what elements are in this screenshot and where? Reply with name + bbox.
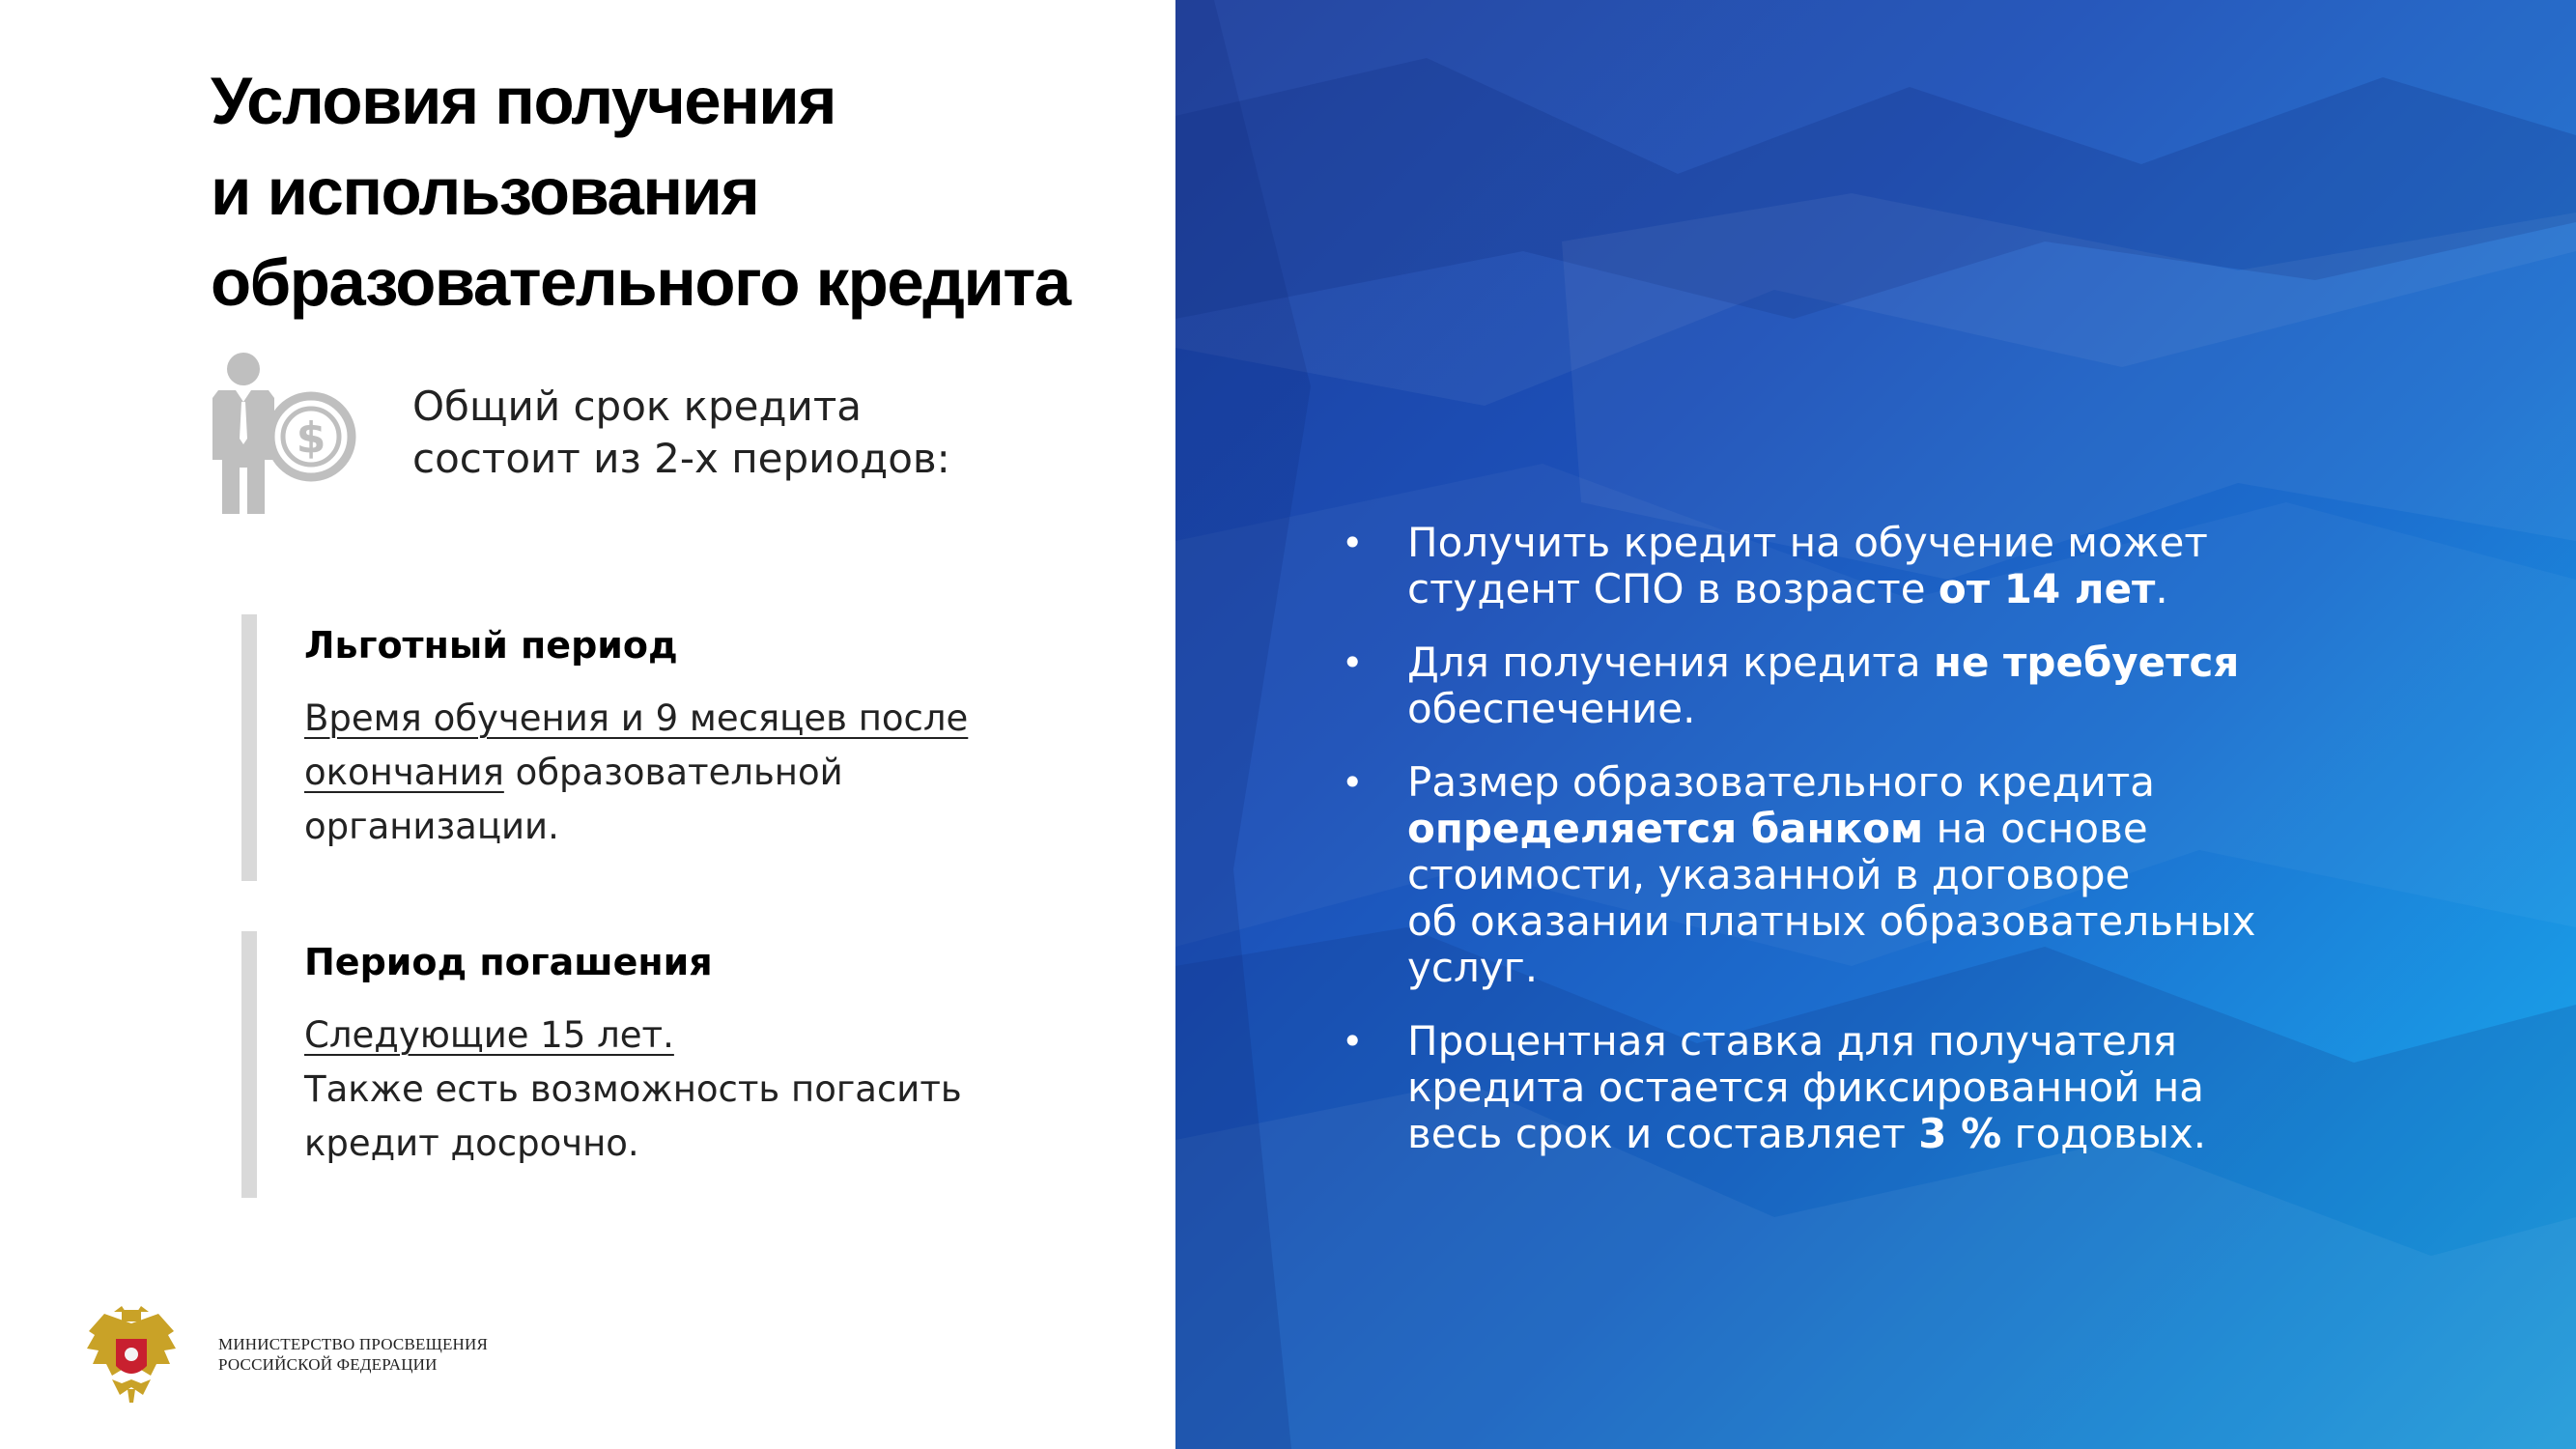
repayment-period-title: Период погашения xyxy=(304,941,713,983)
intro-text xyxy=(412,381,950,485)
bullet-4-highlight: 3 % xyxy=(1918,1110,2002,1157)
bullet-3-line-1: Размер образовательного кредита xyxy=(1407,758,2156,806)
bullet-marker: • xyxy=(1342,522,1364,564)
bullet-3-highlight: определяется банком xyxy=(1407,805,1924,852)
ministry-name-line-2: РОССИЙСКОЙ ФЕДЕРАЦИИ xyxy=(218,1355,438,1374)
bullet-3-line-5: услуг. xyxy=(1407,944,1539,991)
bullet-3-line-4: об оказании платных образовательных xyxy=(1407,897,2256,945)
grace-period-block xyxy=(241,614,1072,881)
title-line-1: Условия получения xyxy=(211,64,835,138)
grace-period-rest-2: образовательной xyxy=(503,752,843,793)
bullet-marker: • xyxy=(1342,1020,1364,1063)
ministry-name-line-1: МИНИСТЕРСТВО ПРОСВЕЩЕНИЯ xyxy=(218,1335,489,1353)
bullet-3-line-2-post: на основе xyxy=(1923,805,2148,852)
title-line-3: образовательного кредита xyxy=(211,245,1070,320)
bullet-2-line-1-pre: Для получения кредита xyxy=(1407,639,1934,686)
left-panel xyxy=(0,0,1175,1449)
intro-line-2: состоит из 2-х периодов: xyxy=(412,435,950,482)
bullet-1-highlight: от 14 лет xyxy=(1938,565,2156,612)
bullet-marker: • xyxy=(1342,761,1364,804)
grace-period-line-3: организации. xyxy=(304,806,559,847)
info-panel xyxy=(1175,0,2576,1449)
grace-period-underlined-1: Время обучения и 9 месяцев после xyxy=(304,697,969,739)
repayment-period-line-3: кредит досрочно. xyxy=(304,1122,639,1164)
repayment-period-underlined-1: Следующие 15 лет. xyxy=(304,1014,674,1056)
grace-period-title: Льготный период xyxy=(304,624,678,667)
russian-coat-of-arms-icon xyxy=(85,1306,178,1403)
repayment-period-block xyxy=(241,931,1072,1198)
svg-text:$: $ xyxy=(296,413,326,463)
ministry-name xyxy=(218,1334,488,1375)
grace-period-accent-bar xyxy=(241,614,257,881)
repayment-period-description xyxy=(304,1009,962,1171)
grace-period-underlined-2: окончания xyxy=(304,752,504,793)
bullet-3-line-3: стоимости, указанной в договоре xyxy=(1407,851,2131,898)
bullet-2-highlight: не требуется xyxy=(1933,639,2240,686)
bullet-marker: • xyxy=(1342,641,1364,684)
bullet-2-line-2: обеспечение. xyxy=(1407,685,1696,732)
bullet-4-line-3-post: годовых. xyxy=(2001,1110,2207,1157)
intro-line-1: Общий срок кредита xyxy=(412,383,863,430)
bullet-4-line-2: кредита остается фиксированной на xyxy=(1407,1064,2205,1111)
page-title xyxy=(211,56,1138,328)
repayment-period-line-2: Также есть возможность погасить xyxy=(304,1068,962,1110)
businessman-dollar-icon xyxy=(205,352,364,516)
title-line-2: и использования xyxy=(211,155,759,229)
bullet-4-line-1: Процентная ставка для получателя xyxy=(1407,1017,2177,1065)
bullet-1-line-2-post: . xyxy=(2155,565,2168,612)
grace-period-description xyxy=(304,692,968,854)
bullet-1-line-1: Получить кредит на обучение может xyxy=(1407,519,2208,566)
bullet-1-line-2-pre: студент СПО в возрасте xyxy=(1407,565,1939,612)
bullet-4-line-3-pre: весь срок и составляет xyxy=(1407,1110,1919,1157)
repayment-period-accent-bar xyxy=(241,931,257,1198)
